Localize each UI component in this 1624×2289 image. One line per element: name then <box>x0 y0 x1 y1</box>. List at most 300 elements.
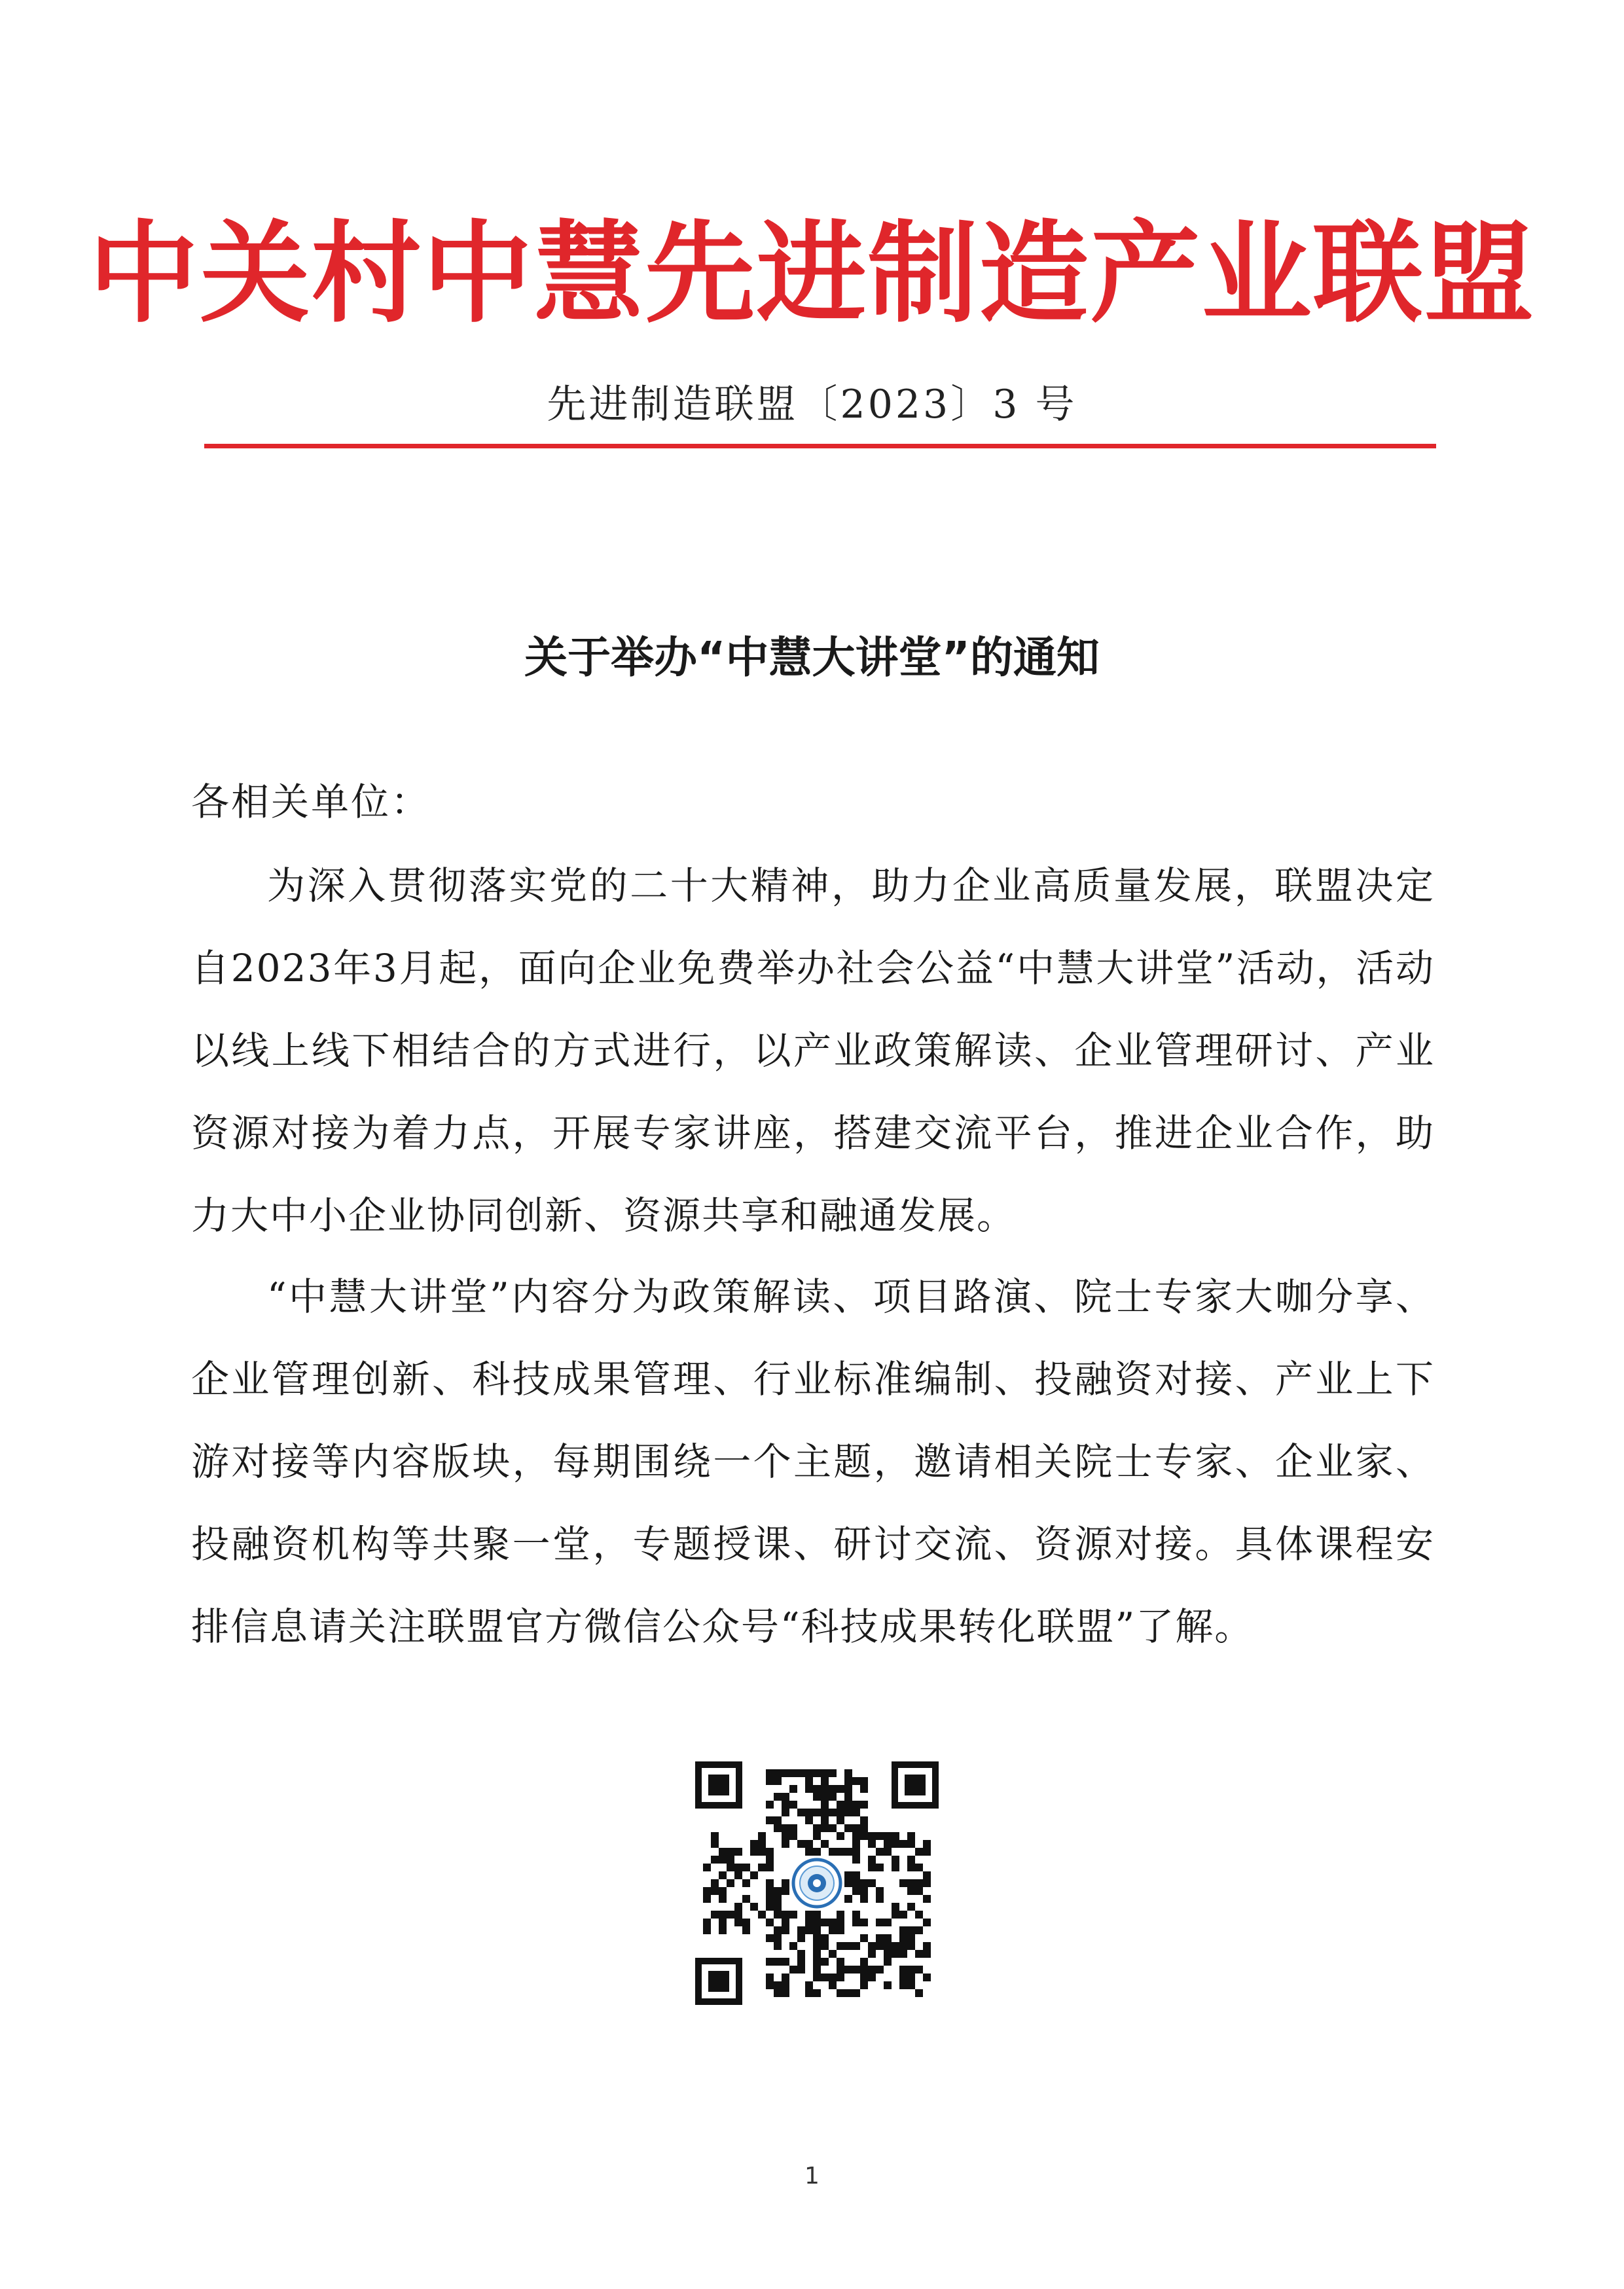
qr-module <box>774 1903 782 1911</box>
qr-module <box>899 1942 907 1950</box>
qr-module <box>766 1919 774 1926</box>
qr-module <box>813 1769 821 1777</box>
qr-module <box>821 1816 829 1824</box>
qr-module <box>797 1966 805 1974</box>
qr-module <box>852 1856 860 1864</box>
qr-module <box>711 1840 719 1848</box>
qr-module <box>750 1903 758 1911</box>
qr-module <box>860 1919 868 1926</box>
qr-module <box>860 1966 868 1974</box>
qr-module <box>829 1848 837 1856</box>
qr-module <box>907 1840 915 1848</box>
qr-module <box>727 1848 734 1856</box>
qr-module <box>805 1769 813 1777</box>
qr-module <box>766 1887 774 1895</box>
qr-module <box>844 1777 852 1785</box>
qr-module <box>766 1801 774 1809</box>
qr-module <box>797 1926 805 1934</box>
qr-module <box>899 1974 907 1981</box>
qr-module <box>813 1848 821 1856</box>
qr-module <box>813 1832 821 1840</box>
qr-module <box>821 1801 829 1809</box>
qr-module <box>860 1934 868 1942</box>
qr-module <box>774 1926 782 1934</box>
qr-module <box>703 1919 711 1926</box>
qr-module <box>821 1840 829 1848</box>
qr-module <box>907 1934 915 1942</box>
qr-module <box>829 1981 837 1989</box>
qr-module <box>734 1871 742 1879</box>
qr-module <box>860 1785 868 1793</box>
qr-module <box>907 1864 915 1871</box>
qr-module <box>703 1895 711 1903</box>
qr-module <box>782 1801 789 1809</box>
qr-module <box>868 1950 876 1958</box>
qr-module <box>727 1856 734 1864</box>
qr-code-icon[interactable] <box>691 1757 943 2009</box>
qr-module <box>797 1934 805 1942</box>
qr-module <box>821 1777 829 1785</box>
qr-module <box>789 1769 797 1777</box>
qr-module <box>821 1785 829 1793</box>
qr-module <box>860 1958 868 1966</box>
red-divider <box>204 444 1436 448</box>
qr-module <box>899 1911 907 1919</box>
qr-module <box>797 1769 805 1777</box>
qr-module <box>727 1911 734 1919</box>
qr-module <box>868 1840 876 1848</box>
qr-module <box>915 1989 923 1997</box>
qr-module <box>844 1879 852 1887</box>
qr-module <box>860 1974 868 1981</box>
qr-module <box>837 1989 844 1997</box>
qr-module <box>876 1895 884 1903</box>
qr-module <box>782 1879 789 1887</box>
qr-module <box>844 1769 852 1777</box>
qr-module <box>829 1824 837 1832</box>
qr-module <box>852 1887 860 1895</box>
qr-module <box>907 1903 915 1911</box>
qr-module <box>821 1974 829 1981</box>
qr-module <box>844 1848 852 1856</box>
qr-module <box>711 1887 719 1895</box>
qr-finder-top-right <box>892 1761 939 1809</box>
qr-module <box>789 1801 797 1809</box>
qr-module <box>813 1793 821 1801</box>
qr-module <box>837 1958 844 1966</box>
qr-module <box>907 1981 915 1989</box>
qr-module <box>899 1879 907 1887</box>
qr-module <box>766 1934 774 1942</box>
qr-module <box>915 1879 923 1887</box>
qr-module <box>766 1856 774 1864</box>
qr-module <box>719 1856 727 1864</box>
qr-module <box>876 1934 884 1942</box>
qr-module <box>719 1911 727 1919</box>
qr-module <box>837 1919 844 1926</box>
qr-module <box>734 1864 742 1871</box>
qr-module <box>813 1966 821 1974</box>
qr-module <box>876 1832 884 1840</box>
qr-module <box>907 1832 915 1840</box>
qr-module <box>805 1926 813 1934</box>
seal-logo <box>791 1857 843 1909</box>
qr-module <box>915 1966 923 1974</box>
qr-module <box>766 1816 774 1824</box>
qr-module <box>774 1895 782 1903</box>
qr-module <box>766 1769 774 1777</box>
qr-module <box>813 1934 821 1942</box>
qr-module <box>860 1824 868 1832</box>
qr-module <box>837 1974 844 1981</box>
qr-module <box>852 1832 860 1840</box>
qr-module <box>766 1777 774 1785</box>
qr-module <box>758 1840 766 1848</box>
qr-module <box>805 1911 813 1919</box>
qr-module <box>711 1911 719 1919</box>
qr-module <box>915 1864 923 1871</box>
qr-module <box>923 1840 931 1848</box>
qr-module <box>837 1816 844 1824</box>
qr-module <box>923 1871 931 1879</box>
qr-module <box>774 1981 782 1989</box>
qr-module <box>734 1919 742 1926</box>
qr-module <box>758 1911 766 1919</box>
qr-module <box>789 1785 797 1793</box>
qr-finder-top-left <box>695 1761 742 1809</box>
qr-module <box>892 1950 899 1958</box>
qr-module <box>805 1989 813 1997</box>
masthead-org-name: 中关村中慧先进制造产业联盟 <box>88 209 1536 338</box>
qr-module <box>766 1958 774 1966</box>
qr-module <box>884 1832 892 1840</box>
qr-module <box>868 1864 876 1871</box>
qr-module <box>813 1785 821 1793</box>
qr-module <box>789 1942 797 1950</box>
qr-module <box>829 1785 837 1793</box>
qr-module <box>829 1974 837 1981</box>
qr-module <box>923 1895 931 1903</box>
qr-module <box>844 1809 852 1816</box>
qr-module <box>915 1911 923 1919</box>
qr-module <box>805 1777 813 1785</box>
qr-module <box>860 1887 868 1895</box>
qr-module <box>907 1974 915 1981</box>
qr-module <box>813 1950 821 1958</box>
qr-module <box>907 1856 915 1864</box>
qr-module <box>844 1801 852 1809</box>
qr-module <box>868 1879 876 1887</box>
qr-module <box>782 1840 789 1848</box>
qr-module <box>782 1793 789 1801</box>
qr-module <box>844 1871 852 1879</box>
qr-module <box>860 1879 868 1887</box>
qr-module <box>837 1832 844 1840</box>
qr-module <box>907 1887 915 1895</box>
qr-module <box>782 1809 789 1816</box>
qr-module <box>860 1895 868 1903</box>
qr-module <box>907 1942 915 1950</box>
qr-module <box>837 1942 844 1950</box>
qr-module <box>892 1864 899 1871</box>
salutation: 各相关单位： <box>191 780 431 824</box>
qr-module <box>852 1942 860 1950</box>
qr-module <box>766 1864 774 1871</box>
qr-module <box>892 1840 899 1848</box>
qr-module <box>837 1966 844 1974</box>
qr-module <box>923 1950 931 1958</box>
qr-finder-bottom-left <box>695 1958 742 2005</box>
qr-module <box>837 1911 844 1919</box>
qr-module <box>899 1981 907 1989</box>
qr-module <box>915 1887 923 1895</box>
qr-module <box>789 1966 797 1974</box>
qr-module <box>829 1919 837 1926</box>
qr-module <box>789 1832 797 1840</box>
qr-module <box>805 1840 813 1848</box>
qr-module <box>884 1958 892 1966</box>
qr-module <box>852 1840 860 1848</box>
qr-module <box>876 1966 884 1974</box>
qr-module <box>852 1801 860 1809</box>
qr-module <box>844 1785 852 1793</box>
qr-module <box>884 1981 892 1989</box>
qr-module <box>844 1895 852 1903</box>
qr-module <box>782 1974 789 1981</box>
qr-module <box>766 1879 774 1887</box>
qr-module <box>782 1832 789 1840</box>
qr-module <box>868 1942 876 1950</box>
qr-module <box>829 1950 837 1958</box>
qr-module <box>774 1793 782 1801</box>
qr-module <box>829 1926 837 1934</box>
qr-module <box>923 1919 931 1926</box>
qr-module <box>750 1848 758 1856</box>
qr-module <box>742 1895 750 1903</box>
qr-module <box>829 1809 837 1816</box>
qr-module <box>774 1824 782 1832</box>
qr-module <box>782 1919 789 1926</box>
qr-module <box>821 1934 829 1942</box>
qr-module <box>774 1942 782 1950</box>
qr-module <box>782 1989 789 1997</box>
qr-module <box>899 1926 907 1934</box>
qr-module <box>719 1848 727 1856</box>
qr-module <box>892 1903 899 1911</box>
qr-module <box>884 1942 892 1950</box>
qr-module <box>860 1816 868 1824</box>
qr-module <box>703 1864 711 1871</box>
qr-module <box>876 1919 884 1926</box>
qr-module <box>774 1934 782 1942</box>
qr-module <box>727 1879 734 1887</box>
qr-module <box>852 1848 860 1856</box>
qr-module <box>852 1911 860 1919</box>
qr-module <box>805 1919 813 1926</box>
qr-module <box>899 1950 907 1958</box>
qr-module <box>884 1950 892 1958</box>
qr-module <box>782 1887 789 1895</box>
qr-module <box>782 1824 789 1832</box>
qr-module <box>782 1911 789 1919</box>
qr-module <box>884 1919 892 1926</box>
qr-module <box>844 1824 852 1832</box>
qr-module <box>868 1856 876 1864</box>
qr-module <box>789 1911 797 1919</box>
qr-module <box>742 1919 750 1926</box>
qr-module <box>821 1793 829 1801</box>
qr-module <box>734 1911 742 1919</box>
qr-module <box>805 1981 813 1989</box>
qr-module <box>813 1926 821 1934</box>
page-number: 1 <box>804 2163 820 2190</box>
qr-module <box>923 1879 931 1887</box>
qr-module <box>805 1816 813 1824</box>
qr-module <box>860 1832 868 1840</box>
qr-module <box>758 1832 766 1840</box>
qr-module <box>892 1942 899 1950</box>
qr-module <box>758 1864 766 1871</box>
qr-module <box>805 1785 813 1793</box>
qr-module <box>852 1824 860 1832</box>
qr-module <box>711 1879 719 1887</box>
qr-module <box>852 1809 860 1816</box>
qr-module <box>797 1840 805 1848</box>
qr-module <box>774 1777 782 1785</box>
qr-module <box>899 1966 907 1974</box>
qr-module <box>821 1942 829 1950</box>
qr-module <box>782 1981 789 1989</box>
qr-module <box>868 1832 876 1840</box>
qr-module <box>711 1832 719 1840</box>
qr-module <box>892 1832 899 1840</box>
qr-module <box>923 1848 931 1856</box>
qr-module <box>774 1911 782 1919</box>
qr-module <box>789 1824 797 1832</box>
qr-module <box>766 1974 774 1981</box>
qr-module <box>797 1958 805 1966</box>
qr-module <box>829 1793 837 1801</box>
qr-module <box>766 1895 774 1903</box>
qr-module <box>797 1809 805 1816</box>
qr-module <box>884 1840 892 1848</box>
qr-module <box>844 1989 852 1997</box>
qr-module <box>852 1966 860 1974</box>
qr-module <box>813 1974 821 1981</box>
qr-module <box>719 1926 727 1934</box>
qr-module <box>821 1958 829 1966</box>
qr-module <box>813 1989 821 1997</box>
qr-module <box>821 1824 829 1832</box>
qr-module <box>758 1848 766 1856</box>
qr-module <box>821 1769 829 1777</box>
qr-module <box>892 1911 899 1919</box>
qr-module <box>742 1864 750 1871</box>
qr-module <box>821 1919 829 1926</box>
qr-module <box>876 1942 884 1950</box>
qr-module <box>766 1981 774 1989</box>
qr-module <box>876 1864 884 1871</box>
qr-module <box>852 1989 860 1997</box>
qr-module <box>915 1926 923 1934</box>
qr-module <box>884 1934 892 1942</box>
qr-module <box>813 1911 821 1919</box>
qr-module <box>907 1926 915 1934</box>
qr-module <box>782 1769 789 1777</box>
qr-module <box>860 1801 868 1809</box>
qr-module <box>719 1871 727 1879</box>
qr-module <box>719 1919 727 1926</box>
qr-module <box>813 1958 821 1966</box>
qr-module <box>774 1958 782 1966</box>
qr-module <box>813 1824 821 1832</box>
qr-module <box>844 1966 852 1974</box>
qr-module <box>852 1879 860 1887</box>
body-paragraph: 为深入贯彻落实党的二十大精神，助力企业高质量发展，联盟决定自2023年3月起，面向企业免费举办社会公益“中慧大讲堂”活动，活动以线上线下相结合的方式进行，以产业政策解读、企业管理研讨、产业资源对接为着力点，开展专家讲座，搭建交流平台，推进企业合作，助力大中小企业协同创新、资源共享和融通发展。 <box>191 863 1435 1238</box>
qr-module <box>734 1848 742 1856</box>
qr-module <box>813 1809 821 1816</box>
qr-module <box>766 1903 774 1911</box>
qr-module <box>852 1871 860 1879</box>
qr-module <box>734 1903 742 1911</box>
qr-module <box>899 1934 907 1942</box>
qr-module <box>774 1989 782 1997</box>
qr-module <box>876 1848 884 1856</box>
notice-title: 关于举办“中慧大讲堂”的通知 <box>524 632 1100 683</box>
qr-module <box>750 1840 758 1848</box>
qr-module <box>892 1856 899 1864</box>
qr-module <box>727 1864 734 1871</box>
qr-module <box>821 1809 829 1816</box>
qr-module <box>852 1777 860 1785</box>
qr-module <box>844 1942 852 1950</box>
qr-module <box>837 1809 844 1816</box>
qr-module <box>844 1793 852 1801</box>
qr-module <box>837 1801 844 1809</box>
qr-module <box>907 1879 915 1887</box>
qr-module <box>860 1981 868 1989</box>
qr-module <box>797 1950 805 1958</box>
qr-module <box>774 1769 782 1777</box>
qr-module <box>813 1919 821 1926</box>
qr-module <box>837 1848 844 1856</box>
qr-module <box>915 1950 923 1958</box>
qr-module <box>742 1879 750 1887</box>
qr-module <box>884 1848 892 1856</box>
qr-module <box>719 1895 727 1903</box>
qr-module <box>915 1848 923 1856</box>
qr-module <box>813 1942 821 1950</box>
document-number: 先进制造联盟〔2023〕3 号 <box>547 382 1077 427</box>
qr-module <box>876 1887 884 1895</box>
qr-module <box>742 1926 750 1934</box>
qr-module <box>852 1919 860 1926</box>
qr-module <box>860 1777 868 1785</box>
qr-module <box>805 1848 813 1856</box>
qr-module <box>703 1926 711 1934</box>
qr-module <box>899 1840 907 1848</box>
qr-module <box>868 1974 876 1981</box>
qr-module <box>703 1887 711 1895</box>
qr-module <box>719 1887 727 1895</box>
qr-module <box>868 1966 876 1974</box>
qr-module <box>711 1856 719 1864</box>
qr-module <box>805 1809 813 1816</box>
qr-module <box>837 1926 844 1934</box>
qr-module <box>923 1974 931 1981</box>
body-paragraph: “中慧大讲堂”内容分为政策解读、项目路演、院士专家大咖分享、企业管理创新、科技成果管理、行业标准编制、投融资对接、产业上下游对接等内容版块，每期围绕一个主题，邀请相关院士专家、企业家、投融资机构等共聚一堂，专题授课、研讨交流、资源对接。具体课程安排信息请关注联盟官方微信公众号“科技成果转化联盟”了解。 <box>191 1274 1435 1649</box>
qr-module <box>774 1816 782 1824</box>
